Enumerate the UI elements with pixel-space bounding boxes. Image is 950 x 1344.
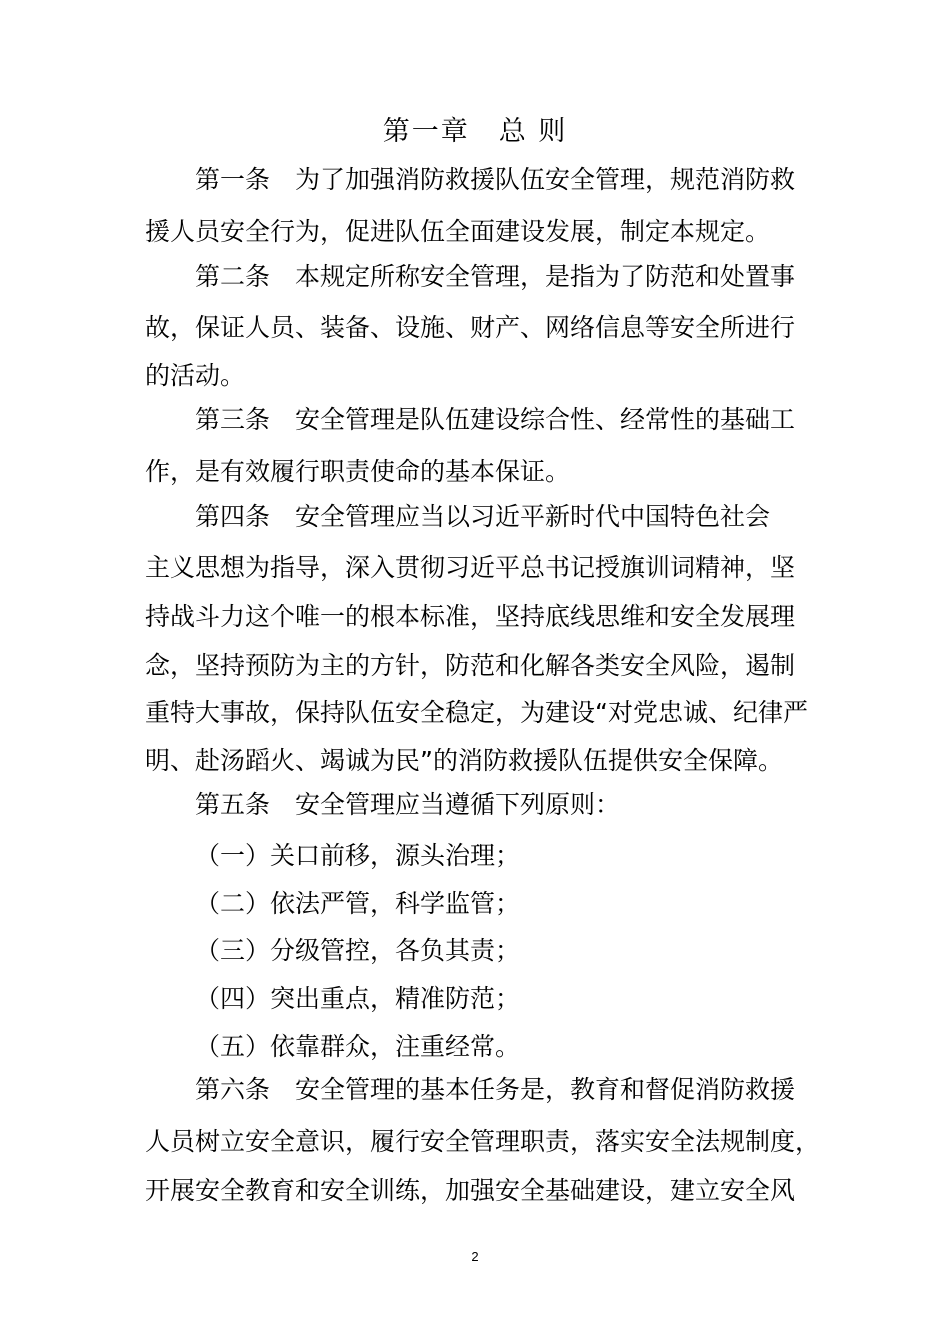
article-6-line-2: 人员树立安全意识，履行安全管理职责，落实安全法规制度， bbox=[145, 1127, 821, 1156]
article-1-line-1: 第一条 为了加强消防救援队伍安全管理，规范消防救 bbox=[195, 165, 796, 194]
principle-4: （四）突出重点，精准防范； bbox=[195, 984, 521, 1013]
article-4-line-1: 第四条 安全管理应当以习近平新时代中国特色社会 bbox=[195, 502, 771, 531]
principle-1: （一）关口前移，源头治理； bbox=[195, 841, 521, 870]
principle-5: （五）依靠群众，注重经常。 bbox=[195, 1032, 521, 1061]
article-4-line-5: 重特大事故，保持队伍安全稳定，为建设“对党忠诚、纪律严 bbox=[145, 698, 808, 727]
principle-3: （三）分级管控，各负其责； bbox=[195, 936, 521, 965]
page-number: 2 bbox=[471, 1249, 479, 1264]
article-2-line-2: 故，保证人员、装备、设施、财产、网络信息等安全所进行 bbox=[145, 313, 796, 342]
article-1-line-2: 援人员安全行为，促进队伍全面建设发展，制定本规定。 bbox=[145, 217, 771, 246]
article-5-line-1: 第五条 安全管理应当遵循下列原则： bbox=[195, 790, 621, 819]
article-4-line-3: 持战斗力这个唯一的根本标准，坚持底线思维和安全发展理 bbox=[145, 602, 796, 631]
principle-2: （二）依法严管，科学监管； bbox=[195, 889, 521, 918]
article-3-line-1: 第三条 安全管理是队伍建设综合性、经常性的基础工 bbox=[195, 405, 796, 434]
article-3-line-2: 作，是有效履行职责使命的基本保证。 bbox=[145, 457, 571, 486]
article-2-line-1: 第二条 本规定所称安全管理，是指为了防范和处置事 bbox=[195, 262, 796, 291]
chapter-title: 第一章 总 则 bbox=[382, 116, 568, 147]
article-4-line-2: 主义思想为指导，深入贯彻习近平总书记授旗训词精神，坚 bbox=[145, 553, 796, 582]
article-6-line-1: 第六条 安全管理的基本任务是，教育和督促消防救援 bbox=[195, 1075, 796, 1104]
article-4-line-6: 明、赴汤蹈火、竭诚为民”的消防救援队伍提供安全保障。 bbox=[145, 746, 783, 775]
article-4-line-4: 念，坚持预防为主的方针，防范和化解各类安全风险，遏制 bbox=[145, 651, 796, 680]
article-6-line-3: 开展安全教育和安全训练，加强安全基础建设，建立安全风 bbox=[145, 1176, 796, 1205]
article-2-line-3: 的活动。 bbox=[145, 361, 246, 390]
